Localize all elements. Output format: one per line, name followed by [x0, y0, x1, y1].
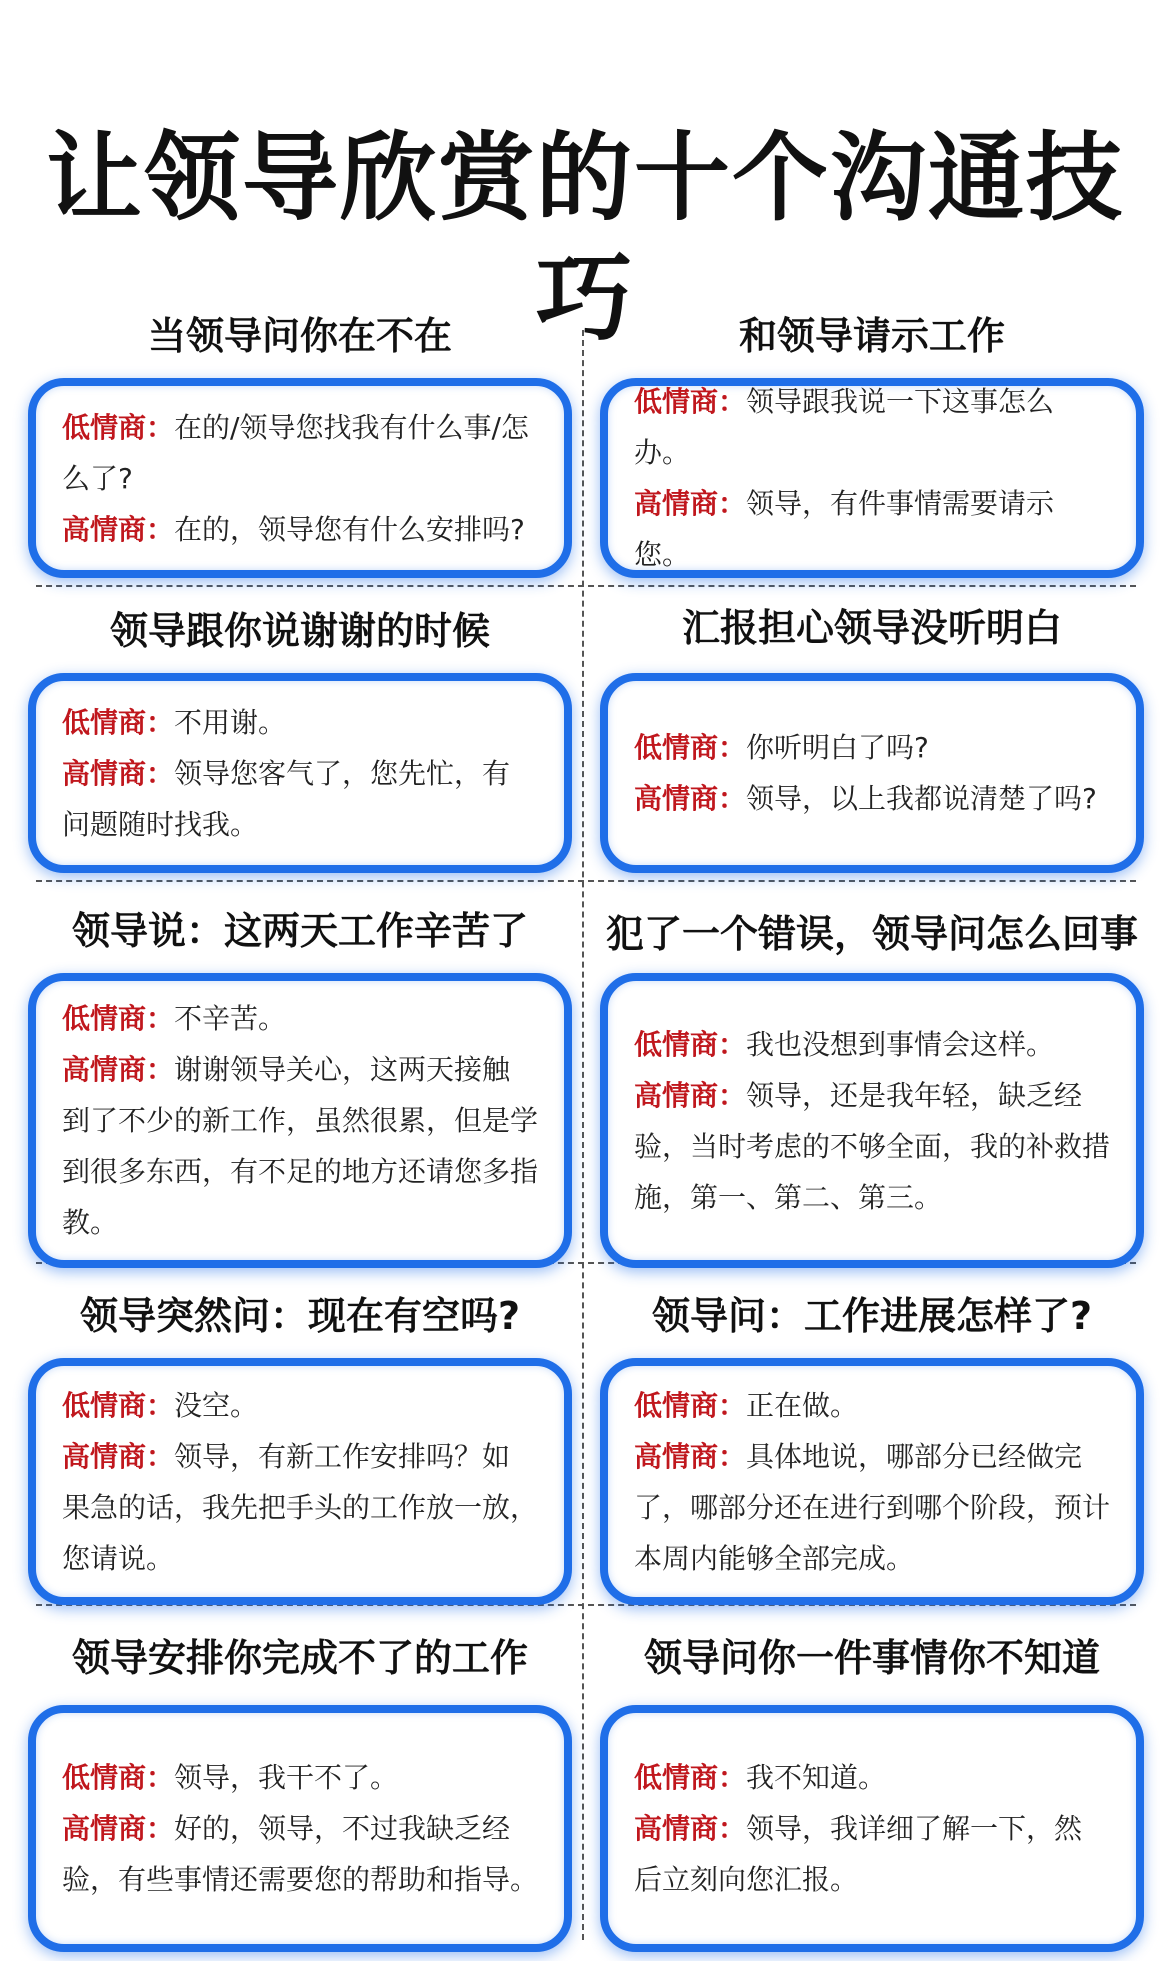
tip-heading: 领导问你一件事情你不知道 [643, 1636, 1100, 1680]
high-eq-text: 具体地说，哪部分已经做完了，哪部分还在进行到哪个阶段，预计本周内能够全部完成。 [634, 1439, 1111, 1575]
high-eq-label: 高情商： [62, 512, 175, 546]
tip-card [600, 973, 1144, 1268]
low-eq-text: 领导跟我说一下这事怎么办。 [634, 385, 1055, 469]
tip-card [600, 673, 1144, 873]
low-eq-label: 低情商： [634, 1388, 747, 1422]
page-title: 让领导欣赏的十个沟通技巧 [46, 122, 1124, 354]
low-eq-label: 低情商： [62, 705, 175, 739]
horizontal-divider [36, 880, 1136, 882]
high-eq-line [634, 1431, 1110, 1584]
tip-card [600, 1705, 1144, 1952]
tip-card [28, 378, 572, 578]
tip-section [20, 1288, 580, 1605]
high-eq-text: 领导，以上我都说清楚了吗? [746, 782, 1097, 815]
tip-heading: 领导跟你说谢谢的时候 [109, 609, 490, 653]
high-eq-text: 领导，我详细了解一下，然后立刻向您汇报。 [634, 1812, 1083, 1896]
high-eq-line [634, 478, 1110, 580]
high-eq-label: 高情商： [634, 782, 747, 815]
high-eq-label: 高情商： [634, 1812, 747, 1845]
high-eq-text: 领导您客气了，您先忙，有问题随时找我。 [62, 756, 511, 841]
low-eq-line [634, 376, 1110, 478]
low-eq-text: 正在做。 [746, 1388, 859, 1422]
low-eq-label: 低情商： [62, 410, 175, 444]
low-eq-text: 不用谢。 [174, 705, 287, 739]
high-eq-text: 领导，有新工作安排吗？如果急的话，我先把手头的工作放一放，您请说。 [62, 1439, 539, 1575]
vertical-divider [582, 330, 584, 1940]
high-eq-label: 高情商： [62, 1439, 175, 1473]
low-eq-text: 不辛苦。 [174, 1002, 287, 1035]
tip-heading: 和领导请示工作 [738, 314, 1005, 358]
high-eq-text: 领导，还是我年轻，缺乏经验，当时考虑的不够全面，我的补救措施，第一、第二、第三。 [634, 1078, 1111, 1214]
tip-card [28, 973, 572, 1268]
high-eq-label: 高情商： [634, 1078, 747, 1112]
low-eq-line [62, 697, 538, 748]
tip-card [28, 1358, 572, 1605]
high-eq-line [634, 773, 1110, 824]
low-eq-text: 领导，我干不了。 [174, 1761, 399, 1794]
high-eq-line [62, 504, 538, 555]
low-eq-text: 我也没想到事情会这样。 [746, 1027, 1055, 1061]
tip-heading: 汇报担心领导没听明白 [681, 606, 1062, 650]
tip-heading: 当领导问你在不在 [147, 314, 452, 358]
tip-heading: 领导突然问：现在有空吗? [79, 1294, 521, 1338]
high-eq-text: 在的，领导您有什么安排吗? [174, 512, 525, 546]
low-eq-text: 在的/领导您找我有什么事/怎么了? [62, 410, 529, 495]
horizontal-divider [36, 585, 1136, 587]
low-eq-label: 低情商： [62, 1002, 175, 1035]
tip-heading: 领导问：工作进展怎样了? [651, 1294, 1093, 1338]
low-eq-label: 低情商： [62, 1388, 175, 1422]
tip-card [600, 1358, 1144, 1605]
high-eq-line [634, 1803, 1110, 1905]
low-eq-line [62, 402, 538, 504]
high-eq-text: 谢谢领导关心，这两天接触到了不少的新工作，虽然很累，但是学到很多东西，有不足的地方还请您多指教。 [62, 1053, 539, 1239]
tip-card [28, 1705, 572, 1952]
low-eq-text: 没空。 [174, 1388, 259, 1422]
tip-section [20, 1630, 580, 1952]
tip-section [20, 308, 580, 578]
low-eq-line [634, 1380, 1110, 1431]
tip-section [592, 1288, 1152, 1605]
high-eq-text: 好的，领导，不过我缺乏经验，有些事情还需要您的帮助和指导。 [62, 1812, 539, 1896]
low-eq-text: 你听明白了吗? [746, 731, 929, 764]
tip-section [20, 603, 580, 873]
high-eq-label: 高情商： [634, 1439, 747, 1473]
tip-heading: 犯了一个错误，领导问怎么回事 [605, 912, 1138, 956]
high-eq-line [62, 748, 538, 850]
tip-section [592, 308, 1152, 578]
high-eq-line [62, 1431, 538, 1584]
low-eq-line [634, 1752, 1110, 1803]
tip-section [592, 906, 1152, 1268]
high-eq-text: 领导，有件事情需要请示您。 [634, 487, 1055, 571]
high-eq-label: 高情商： [62, 1053, 175, 1086]
tip-card [600, 378, 1144, 578]
low-eq-label: 低情商： [634, 731, 747, 764]
low-eq-label: 低情商： [634, 1761, 747, 1794]
low-eq-line [62, 1380, 538, 1431]
low-eq-text: 我不知道。 [746, 1761, 887, 1794]
high-eq-label: 高情商： [634, 487, 747, 520]
tip-card [28, 673, 572, 873]
tip-section [592, 600, 1152, 873]
low-eq-label: 低情商： [634, 1027, 747, 1061]
tip-section [592, 1630, 1152, 1952]
high-eq-line [62, 1044, 538, 1248]
low-eq-line [634, 1019, 1110, 1070]
low-eq-label: 低情商： [62, 1761, 175, 1794]
high-eq-label: 高情商： [62, 756, 175, 790]
tip-section [20, 903, 580, 1268]
high-eq-line [634, 1070, 1110, 1223]
low-eq-label: 低情商： [634, 385, 747, 418]
low-eq-line [62, 1752, 538, 1803]
tip-heading: 领导安排你完成不了的工作 [71, 1636, 528, 1680]
low-eq-line [634, 722, 1110, 773]
low-eq-line [62, 993, 538, 1044]
tip-heading: 领导说：这两天工作辛苦了 [71, 909, 528, 953]
high-eq-line [62, 1803, 538, 1905]
high-eq-label: 高情商： [62, 1812, 175, 1845]
